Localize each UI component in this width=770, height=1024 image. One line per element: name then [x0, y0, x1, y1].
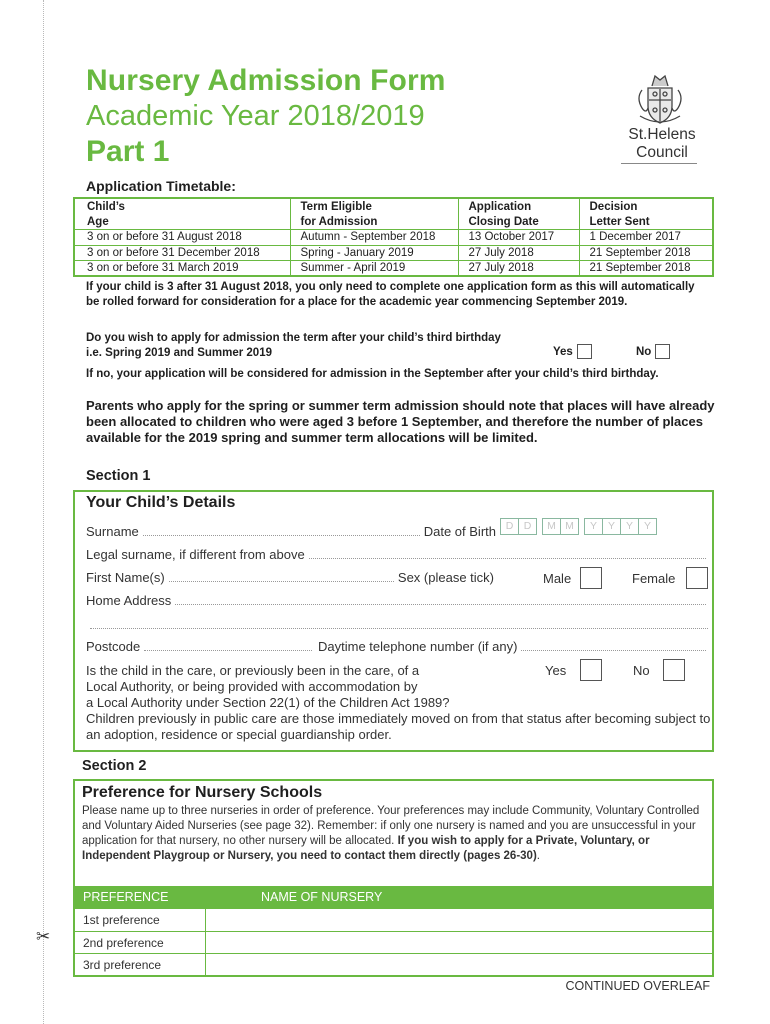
first-names-label: First Name(s): [86, 570, 165, 585]
rollover-note: If your child is 3 after 31 August 2018, you only need to complete one application form as this will automatically be rolled forward for consideration for a place for the academic year commencing September 2019.: [86, 281, 695, 308]
table-cell: 21 September 2018: [579, 261, 712, 276]
surname-input[interactable]: [143, 535, 420, 536]
table-cell: 1 December 2017: [579, 230, 712, 246]
care-yes-label: Yes: [545, 663, 567, 678]
sex-label: Sex (please tick): [397, 570, 494, 585]
postcode-row: [86, 639, 316, 654]
timetable-heading: Application Timetable:: [86, 178, 236, 194]
nursery-name-input-3[interactable]: [206, 954, 712, 975]
phone-row: [318, 639, 710, 654]
timetable-col-header: Term Eligible for Admission: [290, 199, 458, 230]
council-rule: [621, 163, 697, 164]
male-checkbox[interactable]: [580, 567, 602, 589]
timetable-col-header: Child’s Age: [87, 201, 125, 228]
table-cell: 13 October 2017: [458, 230, 579, 246]
dob-box[interactable]: D: [500, 518, 519, 535]
dob-input[interactable]: [500, 518, 656, 535]
table-cell: Autumn - September 2018: [290, 230, 458, 246]
table-row: [75, 245, 712, 261]
first-names-row: [86, 570, 494, 585]
apply-yes-label: Yes: [553, 345, 573, 358]
timetable-col-header: Decision Letter Sent: [579, 199, 712, 230]
nursery-name-col-header: NAME OF NURSERY: [261, 890, 383, 904]
preference-col-header: PREFERENCE: [83, 890, 169, 904]
female-checkbox[interactable]: [686, 567, 708, 589]
dob-box[interactable]: M: [542, 518, 561, 535]
dob-label: Date of Birth: [423, 524, 496, 539]
dob-box[interactable]: Y: [584, 518, 603, 535]
table-row: [75, 909, 712, 931]
timetable-col-header: Application Closing Date: [458, 199, 579, 230]
preference-label: 3rd preference: [75, 954, 206, 975]
form-subtitle: Academic Year 2018/2019: [86, 100, 425, 132]
care-no-label: No: [633, 663, 650, 678]
section1-label: Section 1: [86, 468, 151, 484]
table-cell: 21 September 2018: [579, 245, 712, 261]
female-label: Female: [632, 571, 676, 586]
address-input-line2[interactable]: [90, 628, 708, 629]
timetable: [73, 197, 714, 277]
table-row: [75, 953, 712, 975]
form-title: Nursery Admission Form: [86, 64, 446, 97]
postcode-input[interactable]: [144, 650, 312, 651]
section2-heading: Preference for Nursery Schools: [82, 784, 323, 801]
phone-input[interactable]: [521, 650, 706, 651]
dob-box[interactable]: Y: [602, 518, 621, 535]
table-row: [75, 230, 712, 246]
surname-row: [86, 524, 496, 539]
nursery-name-input-1[interactable]: [206, 909, 712, 931]
allocation-paragraph: Parents who apply for the spring or summer term admission should note that places will have already been allocated to children who were aged 3 before 1 September, and therefore the number of places available for the 2019 spring and summer term allocations will be limited.: [86, 398, 715, 445]
care-yes-checkbox[interactable]: [580, 659, 602, 681]
timetable-header-row: [75, 199, 712, 230]
preference-table-header: [73, 886, 714, 909]
apply-question-line1: Do you wish to apply for admission the term after your child’s third birthday: [86, 332, 501, 344]
care-question: Is the child in the care, or previously been in the care, of a Local Authority, or being provided with accommodation by a Local Authority under Section 22(1) of the Children Act 1989? Children previously in public care are those immediately moved on from that status after becoming subject to an adoption, residence or special guardianship order.: [86, 663, 711, 742]
section1-heading: Your Child’s Details: [86, 494, 236, 511]
legal-surname-row: [86, 547, 710, 562]
section2-label: Section 2: [82, 758, 147, 774]
apply-question-line2: i.e. Spring 2019 and Summer 2019: [86, 347, 272, 359]
form-part: Part 1: [86, 135, 170, 168]
legal-surname-label: Legal surname, if different from above: [86, 547, 305, 562]
preference-table: [73, 909, 714, 977]
table-cell: 3 on or before 31 December 2018: [75, 245, 290, 261]
table-row: [75, 931, 712, 953]
if-no-note: If no, your application will be considered for admission in the September after your child’s third birthday.: [86, 368, 659, 380]
preference-instructions: Please name up to three nurseries in order of preference. Your preferences may include Community, Voluntary Controlled and Voluntary Aided Nurseries (see page 32). Remember: if only one nursery is named and you are unsuccessful in your application for that nursery, no other nursery will be allocated. If you wish to apply for a Private, Voluntary, or Independent Playgroup or Nursery, you need to contact them directly (pages 26-30).: [82, 805, 700, 862]
phone-label: Daytime telephone number (if any): [318, 639, 518, 654]
dob-box[interactable]: Y: [638, 518, 657, 535]
table-cell: 27 July 2018: [458, 261, 579, 276]
table-cell: 3 on or before 31 August 2018: [75, 230, 290, 246]
apply-no-checkbox[interactable]: [655, 344, 670, 359]
preference-label: 2nd preference: [75, 932, 206, 953]
table-cell: 27 July 2018: [458, 245, 579, 261]
dob-box[interactable]: M: [560, 518, 579, 535]
table-cell: 3 on or before 31 March 2019: [75, 261, 290, 276]
cut-line: [43, 0, 44, 1024]
male-label: Male: [543, 571, 572, 586]
address-input-line1[interactable]: [175, 604, 706, 605]
apply-yes-option: [553, 344, 592, 359]
postcode-label: Postcode: [86, 639, 141, 654]
apply-yes-checkbox[interactable]: [577, 344, 592, 359]
council-name: St.Helens Council: [628, 126, 696, 161]
crest-logo: [630, 68, 690, 128]
apply-no-option: [636, 344, 670, 359]
surname-label: Surname: [86, 524, 139, 539]
apply-no-label: No: [636, 345, 652, 358]
legal-surname-input[interactable]: [309, 558, 706, 559]
dob-box[interactable]: D: [518, 518, 537, 535]
table-cell: Summer - April 2019: [290, 261, 458, 276]
care-no-checkbox[interactable]: [663, 659, 685, 681]
preference-label: 1st preference: [75, 909, 206, 931]
first-names-input[interactable]: [169, 581, 394, 582]
table-cell: Spring - January 2019: [290, 245, 458, 261]
table-row: [75, 261, 712, 276]
address-label: Home Address: [86, 593, 172, 608]
scissors-icon: ✂: [36, 927, 51, 946]
continued-overleaf: CONTINUED OVERLEAF: [565, 979, 710, 993]
address-row: [86, 593, 710, 608]
dob-box[interactable]: Y: [620, 518, 639, 535]
nursery-name-input-2[interactable]: [206, 932, 712, 953]
